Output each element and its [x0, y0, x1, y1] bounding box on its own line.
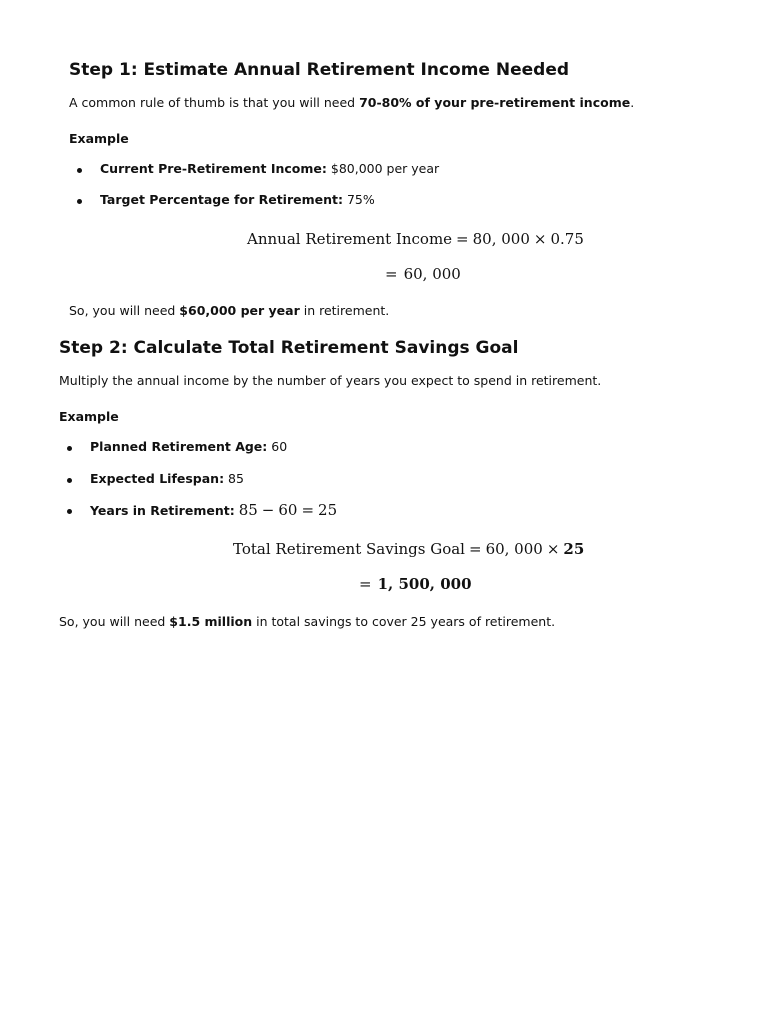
step1-item-percentage-value: 75% — [342, 192, 375, 207]
step2-item-lifespan-label: Expected Lifespan: — [90, 471, 225, 486]
step2-conclusion-post: in total savings to cover 25 years of retirement. — [252, 614, 556, 629]
step1-conclusion-pre: So, you will need — [69, 303, 180, 318]
step2-eq-equals: = — [468, 540, 482, 558]
step1-eq-lhs: Annual Retirement Income — [247, 230, 453, 248]
step1-eq-times: × — [533, 230, 547, 248]
step1-conclusion — [69, 303, 389, 318]
step2-item-years-math — [235, 501, 337, 519]
years-math-minus: − — [261, 501, 275, 519]
step2-eq-a: 60, 000 — [485, 540, 543, 558]
step2-item-lifespan-value: 85 — [224, 471, 244, 486]
step2-intro: Multiply the annual income by the number of years you expect to spend in retirement. — [59, 373, 602, 388]
step2-equation-line1 — [233, 540, 584, 558]
step2-conclusion-bold: $1.5 million — [169, 614, 253, 629]
step1-intro — [69, 95, 634, 110]
years-math-c: 25 — [318, 501, 338, 519]
step2-eq2-value: 1, 500, 000 — [377, 575, 472, 593]
step1-eq2-value: 60, 000 — [403, 265, 461, 283]
step2-equation-line2 — [359, 575, 472, 593]
step2-item-years-label: Years in Retirement: — [90, 503, 235, 518]
step1-intro-post: . — [630, 95, 635, 110]
step1-eq2-equals: = — [385, 265, 398, 283]
bullet-icon — [67, 509, 72, 514]
step1-item-percentage-label: Target Percentage for Retirement: — [100, 192, 343, 207]
years-math-a: 85 — [238, 501, 258, 519]
step2-item-age-value: 60 — [267, 439, 288, 454]
step1-eq-equals: = — [456, 230, 469, 248]
step1-conclusion-bold: $60,000 per year — [179, 303, 300, 318]
step2-item-years — [90, 501, 337, 519]
step2-conclusion — [59, 614, 555, 629]
step1-eq-a: 80, 000 — [472, 230, 530, 248]
step1-intro-bold: 70-80% of your pre-retirement income — [359, 95, 631, 110]
step1-item-income-label: Current Pre-Retirement Income: — [100, 161, 327, 176]
step2-conclusion-pre: So, you will need — [59, 614, 170, 629]
step1-item-percentage — [100, 192, 375, 207]
step2-heading: Step 2: Calculate Total Retirement Savings Goal — [59, 338, 519, 358]
step1-equation-line2 — [385, 265, 461, 283]
step2-item-age-label: Planned Retirement Age: — [90, 439, 268, 454]
step1-heading: Step 1: Estimate Annual Retirement Income Needed — [69, 60, 570, 80]
years-math-equals: = — [301, 501, 315, 519]
step2-item-lifespan — [90, 471, 244, 486]
step1-item-income — [100, 161, 439, 176]
step1-equation-line1 — [247, 230, 584, 248]
step1-conclusion-post: in retirement. — [299, 303, 390, 318]
step1-item-income-value: $80,000 per year — [326, 161, 440, 176]
step2-eq2-equals: = — [359, 575, 372, 593]
step2-eq-b: 25 — [563, 540, 585, 558]
bullet-icon — [77, 168, 82, 173]
step2-eq-lhs: Total Retirement Savings Goal — [233, 540, 465, 558]
step1-eq-b: 0.75 — [550, 230, 584, 248]
step1-intro-pre: A common rule of thumb is that you will need — [69, 95, 360, 110]
step2-item-retirement-age — [90, 439, 287, 454]
years-math-b: 60 — [278, 501, 298, 519]
step2-eq-times: × — [546, 540, 560, 558]
bullet-icon — [77, 199, 82, 204]
bullet-icon — [67, 446, 72, 451]
step1-example-label: Example — [69, 131, 129, 146]
step2-example-label: Example — [59, 409, 119, 424]
bullet-icon — [67, 478, 72, 483]
